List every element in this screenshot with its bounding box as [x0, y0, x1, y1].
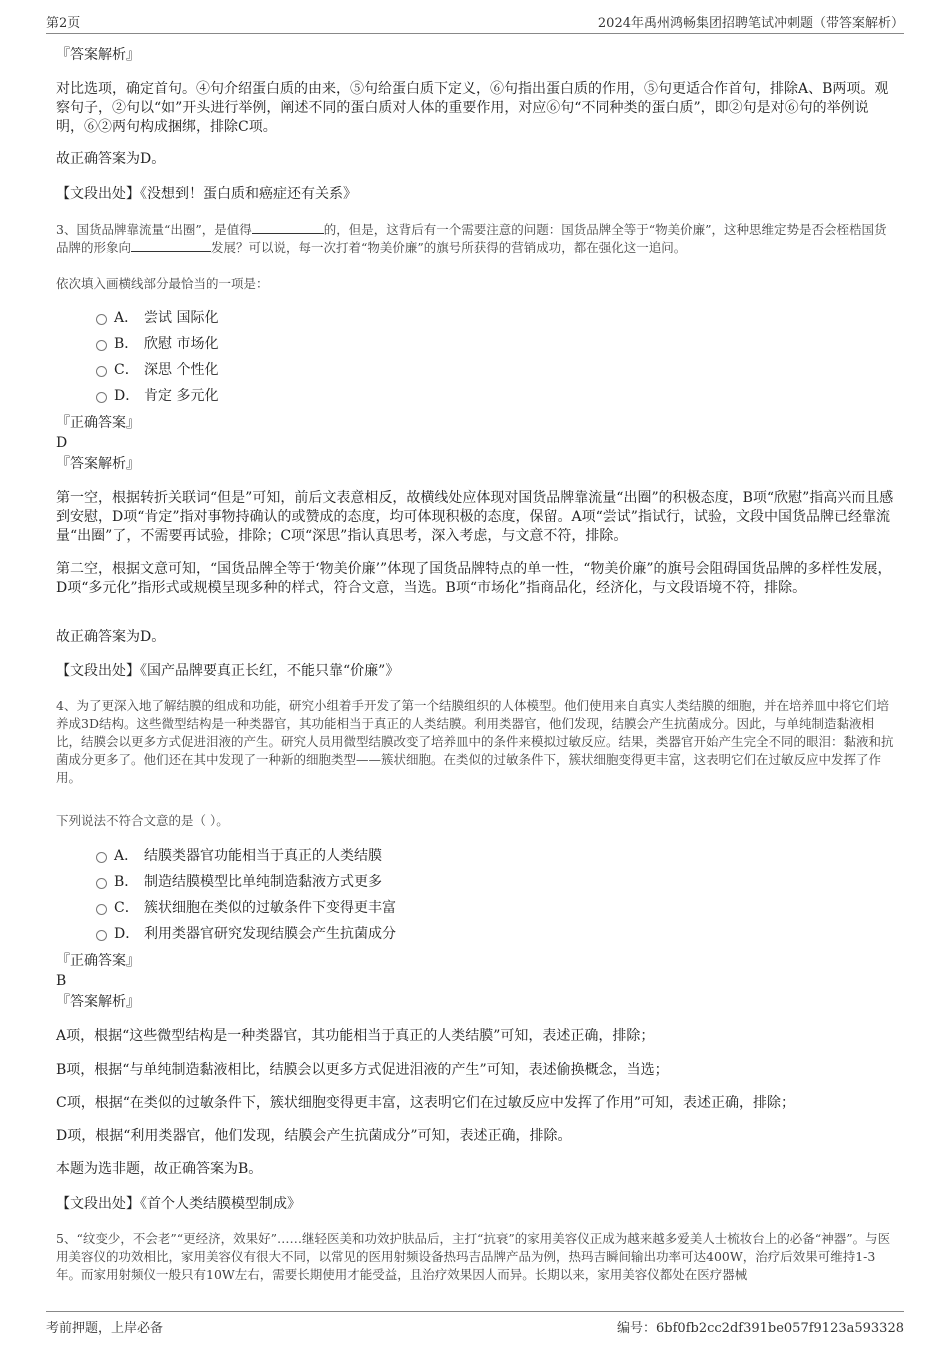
fill-blank [252, 222, 324, 234]
footer-slogan: 考前押题，上岸必备 [46, 1321, 164, 1336]
source-citation: 【文段出处】《首个人类结膜模型制成》 [56, 1196, 301, 1212]
analysis-text: C项，根据“在类似的过敏条件下，簇状细胞变得更丰富，这表明它们在过敏反应中发挥了作用”可知，表述正确，排除； [56, 1095, 796, 1111]
question-stem: 4、为了更深入地了解结膜的组成和功能，研究小组着手开发了第一个结膜组织的人体模型。他们使用来自真实人类结膜的细胞，并在培养皿中将它们培养成3D结构。这些微型结构是一种类器官，其功能相当于真正的人类结膜。利用类器官，他们发现，结膜会产生抗菌成分。因此，与单纯制造黏液相比，结膜会以更多方式促进泪液的产生。研究人员用微型结膜改变了培养皿中的条件来模拟过敏反应。结果，类器官开始产生完全不同的眼泪：黏液和抗菌成分更多了。他们还在其中发现了一种新的细胞类型——簇状细胞。在类似的过敏条件下，簇状细胞变得更丰富，这表明它们在过敏反应中发挥了作用。 [56, 698, 894, 785]
correct-answer: D [56, 435, 68, 451]
analysis-label: 『答案解析』 [56, 47, 140, 63]
analysis-text: A项，根据“这些微型结构是一种类器官，其功能相当于真正的人类结膜”可知，表述正确，排除； [56, 1028, 655, 1044]
radio-icon[interactable] [96, 314, 107, 325]
radio-icon[interactable] [96, 366, 107, 377]
question-stem: 3、国货品牌靠流量“出圈”，是值得 的，但是，这背后有一个需要注意的问题：国货品牌全等于“物美价廉”，这种思维定势是否会桎梏国货品牌的形象向 发展？可以说，每一次打着“物美价廉”的旗号所获得的营销成功，都在强化这一追问。 [56, 222, 887, 255]
source-citation: 【文段出处】《没想到！蛋白质和癌症还有关系》 [56, 186, 357, 202]
conclusion: 故正确答案为D。 [56, 151, 166, 167]
question-prompt: 下列说法不符合文意的是（ ）。 [56, 813, 229, 828]
page-number: 第2页 [46, 16, 81, 31]
analysis-text: D项，根据“利用类器官，他们发现，结膜会产生抗菌成分”可知，表述正确，排除。 [56, 1128, 572, 1144]
radio-icon[interactable] [96, 878, 107, 889]
radio-icon[interactable] [96, 392, 107, 403]
fill-blank [131, 240, 211, 252]
question-stem: 5、“纹变少，不会老”“更经济，效果好”……继轻医美和功效护肤品后，主打“抗衰”的家用美容仪正成为越来越多爱美人士梳妆台上的必备“神器”。与医用美容仪的功效相比，家用美容仪有很大不同，以常见的医用射频设备热玛吉品牌产品为例，热玛吉瞬间输出功率可达400W，治疗后效果可维持1-3年。而家用射频仪一般只有10W左右，需要长期使用才能受益，且治疗效果因人而异。长期以来，家用美容仪都处在医疗器械 [56, 1231, 891, 1282]
analysis-text: 第二空，根据文意可知，“国货品牌全等于‘物美价廉’”体现了国货品牌特点的单一性，“物美价廉”的旗号会阻碍国货品牌的多样性发展，D项“多元化”指形式或规模呈现多种的样式，符合文意，当选。B项“市场化”指商品化，经济化，与文段语境不符，排除。 [56, 561, 892, 596]
analysis-text: 对比选项，确定首句。④句介绍蛋白质的由来，⑤句给蛋白质下定义，⑥句指出蛋白质的作用，⑤句更适合作首句，排除A、B两项。观察句子，②句以“如”开头进行举例，阐述不同的蛋白质对人体的重要作用，对应⑥句“不同种类的蛋白质”，即②句是对⑥句的举例说明，⑥②两句构成捆绑，排除C项。 [56, 81, 889, 135]
radio-icon[interactable] [96, 904, 107, 915]
correct-answer-label: 『正确答案』 [56, 953, 140, 969]
source-citation: 【文段出处】《国产品牌要真正长红，不能只靠“价廉”》 [56, 663, 400, 679]
question-prompt: 依次填入画横线部分最恰当的一项是： [56, 276, 269, 291]
page-footer [46, 1311, 904, 1335]
analysis-label: 『答案解析』 [56, 994, 140, 1010]
correct-answer: B [56, 973, 67, 989]
analysis-text: B项，根据“与单纯制造黏液相比，结膜会以更多方式促进泪液的产生”可知，表述偷换概念，当选； [56, 1062, 669, 1078]
analysis-text: 第一空，根据转折关联词“但是”可知，前后文表意相反，故横线处应体现对国货品牌靠流量“出圈”的积极态度，B项“欣慰”指高兴而且感到安慰，D项“肯定”指对事物持确认的或赞成的态度，均可体现积极的态度，保留。A项“尝试”指试行，试验，文段中国货品牌已经靠流量“出圈”了，不需要再试验，排除；C项“深思”指认真思考，深入考虑，与文意不符，排除。 [56, 490, 894, 544]
radio-icon[interactable] [96, 930, 107, 941]
radio-icon[interactable] [96, 340, 107, 351]
conclusion: 本题为选非题，故正确答案为B。 [56, 1161, 263, 1177]
document-code: 编号：6bf0fb2cc2df391be057f9123a593328 [617, 1321, 904, 1336]
correct-answer-label: 『正确答案』 [56, 415, 140, 431]
analysis-label: 『答案解析』 [56, 456, 140, 472]
radio-icon[interactable] [96, 852, 107, 863]
document-title: 2024年禹州鸿畅集团招聘笔试冲刺题（带答案解析） [597, 16, 904, 31]
page-header [46, 12, 904, 34]
conclusion: 故正确答案为D。 [56, 629, 166, 645]
